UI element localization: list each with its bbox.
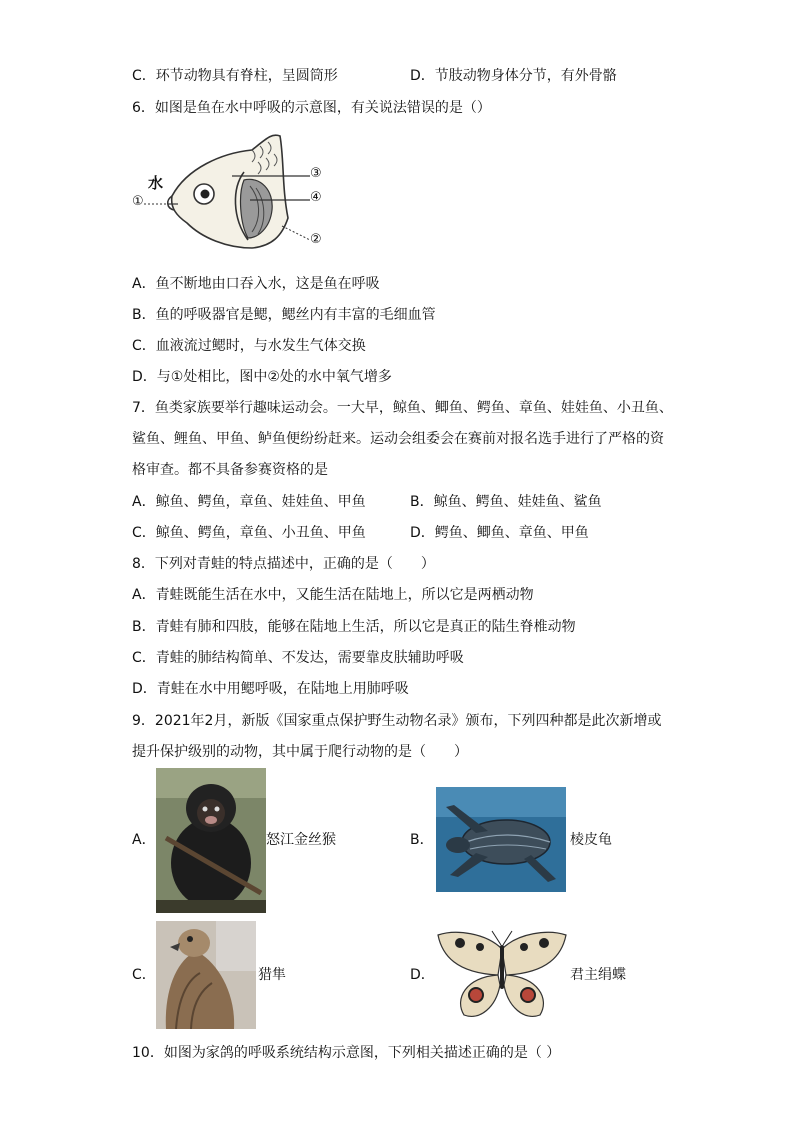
q7-option-d: D．鳄鱼、鲫鱼、章鱼、甲鱼 bbox=[410, 525, 589, 541]
monkey-image-icon bbox=[156, 768, 266, 913]
q8-stem: 8．下列对青蛙的特点描述中，正确的是（ ） bbox=[132, 556, 435, 572]
q5-option-c: C．环节动物具有脊柱，呈圆筒形 bbox=[132, 68, 338, 84]
q7-option-c: C．鲸鱼、鳄鱼，章鱼、小丑鱼、甲鱼 bbox=[132, 525, 366, 541]
q6-stem: 6．如图是鱼在水中呼吸的示意图，有关说法错误的是（） bbox=[132, 100, 491, 116]
turtle-image-icon bbox=[436, 787, 566, 892]
water-label: 水 bbox=[148, 174, 164, 192]
q5-option-d: D．节肢动物身体分节，有外骨骼 bbox=[410, 68, 617, 84]
q9-stem-line1: 9．2021年2月，新版《国家重点保护野生动物名录》颁布，下列四种都是此次新增或 bbox=[132, 713, 662, 729]
q9-option-a-image bbox=[156, 768, 266, 913]
label-4: ④ bbox=[310, 190, 322, 205]
q9-option-c-image bbox=[156, 921, 256, 1029]
q7-option-a: A．鲸鱼、鳄鱼，章鱼、娃娃鱼、甲鱼 bbox=[132, 494, 366, 510]
q9-option-d-image bbox=[436, 929, 568, 1021]
q8-option-c: C．青蛙的肺结构简单、不发达，需要靠皮肤辅助呼吸 bbox=[132, 650, 464, 666]
q7-stem-line1: 7．鱼类家族要举行趣味运动会。一大早，鲸鱼、鲫鱼、鳄鱼、章鱼、娃娃鱼、小丑鱼、 bbox=[132, 400, 673, 416]
q9-option-d-caption: 君主绢蝶 bbox=[570, 967, 626, 983]
q10-stem: 10．如图为家鸽的呼吸系统结构示意图，下列相关描述正确的是（ ） bbox=[132, 1045, 561, 1061]
q9-option-c-caption: 猎隼 bbox=[258, 967, 286, 983]
q8-option-a: A．青蛙既能生活在水中，又能生活在陆地上，所以它是两栖动物 bbox=[132, 587, 534, 603]
q9-option-a-caption: 怒江金丝猴 bbox=[266, 832, 336, 848]
label-2: ② bbox=[310, 232, 322, 247]
label-1: ① bbox=[132, 194, 144, 209]
q7-option-b: B．鲸鱼、鳄鱼、娃娃鱼、鲨鱼 bbox=[410, 494, 602, 510]
falcon-image-icon bbox=[156, 921, 256, 1029]
fish-breathing-figure bbox=[132, 128, 332, 256]
q9-option-b-image bbox=[436, 787, 566, 892]
q7-stem-line3: 格审查。都不具备参赛资格的是 bbox=[132, 462, 328, 478]
q9-option-c-letter: C． bbox=[132, 967, 156, 983]
q6-option-d: D．与①处相比，图中②处的水中氧气增多 bbox=[132, 369, 392, 385]
q9-option-b-caption: 棱皮龟 bbox=[570, 832, 612, 848]
q6-option-b: B．鱼的呼吸器官是鳃，鳃丝内有丰富的毛细血管 bbox=[132, 307, 436, 323]
label-3: ③ bbox=[310, 166, 322, 181]
q9-option-a-letter: A． bbox=[132, 832, 156, 848]
q6-option-a: A．鱼不断地由口吞入水，这是鱼在呼吸 bbox=[132, 276, 380, 292]
butterfly-image-icon bbox=[436, 929, 568, 1021]
q6-option-c: C．血液流过鳃时，与水发生气体交换 bbox=[132, 338, 366, 354]
q7-stem-line2: 鲨鱼、鲤鱼、甲鱼、鲈鱼便纷纷赶来。运动会组委会在赛前对报名选手进行了严格的资 bbox=[132, 431, 664, 447]
q8-option-d: D．青蛙在水中用鳃呼吸，在陆地上用肺呼吸 bbox=[132, 681, 409, 697]
q8-option-b: B．青蛙有肺和四肢，能够在陆地上生活，所以它是真正的陆生脊椎动物 bbox=[132, 619, 576, 635]
q9-stem-line2: 提升保护级别的动物，其中属于爬行动物的是（ ） bbox=[132, 744, 468, 760]
q9-option-b-letter: B． bbox=[410, 832, 434, 848]
q9-option-d-letter: D． bbox=[410, 967, 435, 983]
